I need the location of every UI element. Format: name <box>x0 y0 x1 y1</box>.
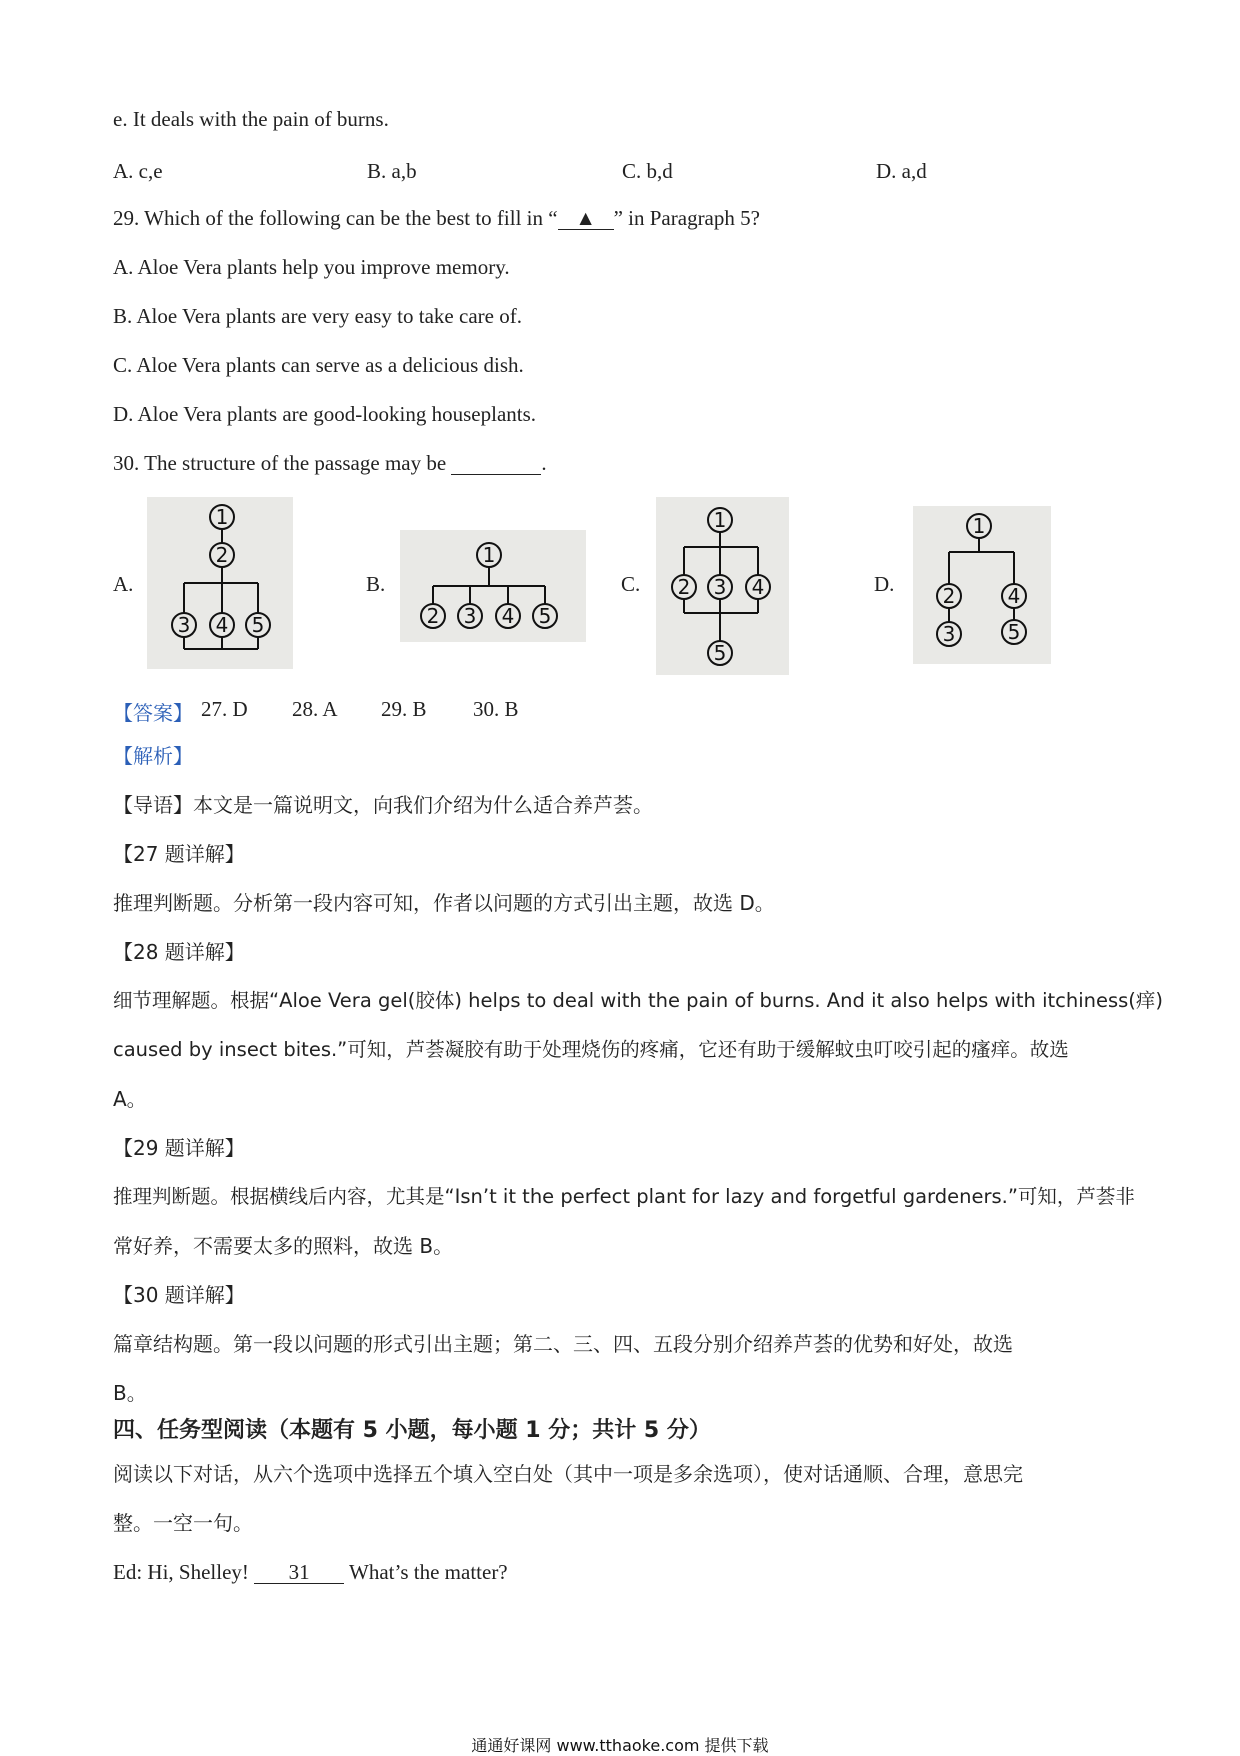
svg-text:5: 5 <box>1007 620 1021 644</box>
q29-option-d: D. Aloe Vera plants are good-looking houseplants. <box>113 402 537 426</box>
answer-28: 28. A <box>292 697 338 721</box>
q29-detail-line1: 推理判断题。根据横线后内容，尤其是“Isn’t it the perfect plant for lazy and forgetful gardeners.”可知，芦荟非 <box>113 1185 1135 1208</box>
svg-text:3: 3 <box>942 622 956 646</box>
node-5 <box>708 641 732 665</box>
q28-choice-a: A. c,e <box>113 159 163 183</box>
answer-30: 30. B <box>473 697 519 721</box>
svg-text:3: 3 <box>177 613 191 637</box>
node-5 <box>1002 620 1026 644</box>
q29-option-a: A. Aloe Vera plants help you improve memory. <box>113 255 510 279</box>
svg-text:2: 2 <box>677 575 691 599</box>
dialog-after: What’s the matter? <box>349 1560 508 1584</box>
svg-text:1: 1 <box>713 508 727 532</box>
q30-detail-line1: 篇章结构题。第一段以问题的形式引出主题；第二、三、四、五段分别介绍养芦荟的优势和好处，故选 <box>113 1332 1013 1356</box>
node-5 <box>246 613 270 637</box>
structure-diagram-c <box>656 497 789 675</box>
q28-choices <box>113 159 1133 183</box>
q29-stem-before: 29. Which of the following can be the best to fill in “ <box>113 206 558 230</box>
q27-detail-tag: 【27 题详解】 <box>113 842 245 866</box>
node-2 <box>210 543 234 567</box>
q29-stem <box>113 208 760 230</box>
svg-text:1: 1 <box>972 514 986 538</box>
q28-detail-tag: 【28 题详解】 <box>113 940 245 964</box>
svg-text:1: 1 <box>215 505 229 529</box>
svg-text:2: 2 <box>215 543 229 567</box>
node-2 <box>937 584 961 608</box>
structure-diagram-a <box>147 497 293 669</box>
svg-text:2: 2 <box>942 584 956 608</box>
svg-text:5: 5 <box>251 613 265 637</box>
q30-label-a: A. <box>113 572 134 596</box>
q30-label-b: B. <box>366 572 386 596</box>
q29-detail-tag: 【29 题详解】 <box>113 1136 245 1160</box>
node-4 <box>1002 584 1026 608</box>
node-3 <box>458 604 482 628</box>
q28-detail-line2: caused by insect bites.”可知，芦荟凝胶有助于处理烧伤的疼痛，它还有助于缓解蚊虫叮咬引起的瘙痒。故选 <box>113 1038 1069 1061</box>
answer-27: 27. D <box>201 697 248 721</box>
q29-detail-line2: 常好养，不需要太多的照料，故选 B。 <box>113 1234 454 1258</box>
q30-blank <box>451 453 541 475</box>
node-4 <box>746 575 770 599</box>
q28-detail-line1: 细节理解题。根据“Aloe Vera gel(胶体) helps to deal with the pain of burns. And it also helps with itchiness(痒) <box>113 989 1164 1012</box>
answer-line <box>113 697 1133 725</box>
node-4 <box>496 604 520 628</box>
svg-text:3: 3 <box>713 575 727 599</box>
q28-detail-line3: A。 <box>113 1087 147 1111</box>
node-4 <box>210 613 234 637</box>
q28-choice-c: C. b,d <box>622 159 673 183</box>
q29-option-b: B. Aloe Vera plants are very easy to take care of. <box>113 304 522 328</box>
svg-text:5: 5 <box>538 604 552 628</box>
svg-text:2: 2 <box>426 604 440 628</box>
node-3 <box>708 575 732 599</box>
dialog-line-31 <box>113 1562 508 1584</box>
intro-tag: 【导语】 <box>113 793 193 817</box>
q30-stem <box>113 453 547 475</box>
analysis-tag: 【解析】 <box>113 744 193 768</box>
section4-instruction-line2: 整。一空一句。 <box>113 1511 253 1535</box>
intro-line <box>113 795 653 815</box>
node-3 <box>172 613 196 637</box>
section4-heading: 四、任务型阅读（本题有 5 小题，每小题 1 分；共计 5 分） <box>113 1418 711 1443</box>
q30-stem-text: 30. The structure of the passage may be <box>113 451 447 475</box>
node-1 <box>477 543 501 567</box>
dialog-blank-31[interactable]: 31 <box>254 1562 344 1584</box>
svg-text:4: 4 <box>751 575 765 599</box>
page-footer: 通通好课网 www.tthaoke.com 提供下载 <box>471 1736 769 1755</box>
q29-blank: ▲ <box>558 208 614 230</box>
q30-label-d: D. <box>874 572 895 596</box>
dialog-before: Ed: Hi, Shelley! <box>113 1560 249 1584</box>
svg-text:4: 4 <box>215 613 229 637</box>
node-2 <box>672 575 696 599</box>
svg-text:1: 1 <box>482 543 496 567</box>
svg-text:4: 4 <box>1007 584 1021 608</box>
section4-instruction-line1: 阅读以下对话，从六个选项中选择五个填入空白处（其中一项是多余选项），使对话通顺、合理，意思完 <box>113 1462 1023 1486</box>
answer-29: 29. B <box>381 697 427 721</box>
node-1 <box>708 508 732 532</box>
node-5 <box>533 604 557 628</box>
node-2 <box>421 604 445 628</box>
structure-diagram-b <box>400 530 586 642</box>
answer-tag: 【答案】 <box>113 701 193 725</box>
svg-text:5: 5 <box>713 641 727 665</box>
q28-choice-d: D. a,d <box>876 159 927 183</box>
node-1 <box>967 514 991 538</box>
q30-detail-line2: B。 <box>113 1381 147 1405</box>
svg-text:4: 4 <box>501 604 515 628</box>
q30-label-c: C. <box>621 572 641 596</box>
node-1 <box>210 505 234 529</box>
structure-diagram-d <box>913 506 1051 664</box>
q29-option-c: C. Aloe Vera plants can serve as a delicious dish. <box>113 353 524 377</box>
node-3 <box>937 622 961 646</box>
q28-choice-b: B. a,b <box>367 159 417 183</box>
q28-option-e: e. It deals with the pain of burns. <box>113 107 389 131</box>
q30-detail-tag: 【30 题详解】 <box>113 1283 245 1307</box>
q30-period: . <box>541 451 547 475</box>
svg-text:3: 3 <box>463 604 477 628</box>
intro-text: 本文是一篇说明文，向我们介绍为什么适合养芦荟。 <box>193 793 653 817</box>
q27-detail-text: 推理判断题。分析第一段内容可知，作者以问题的方式引出主题，故选 D。 <box>113 891 775 915</box>
q29-stem-after: ” in Paragraph 5? <box>613 206 760 230</box>
